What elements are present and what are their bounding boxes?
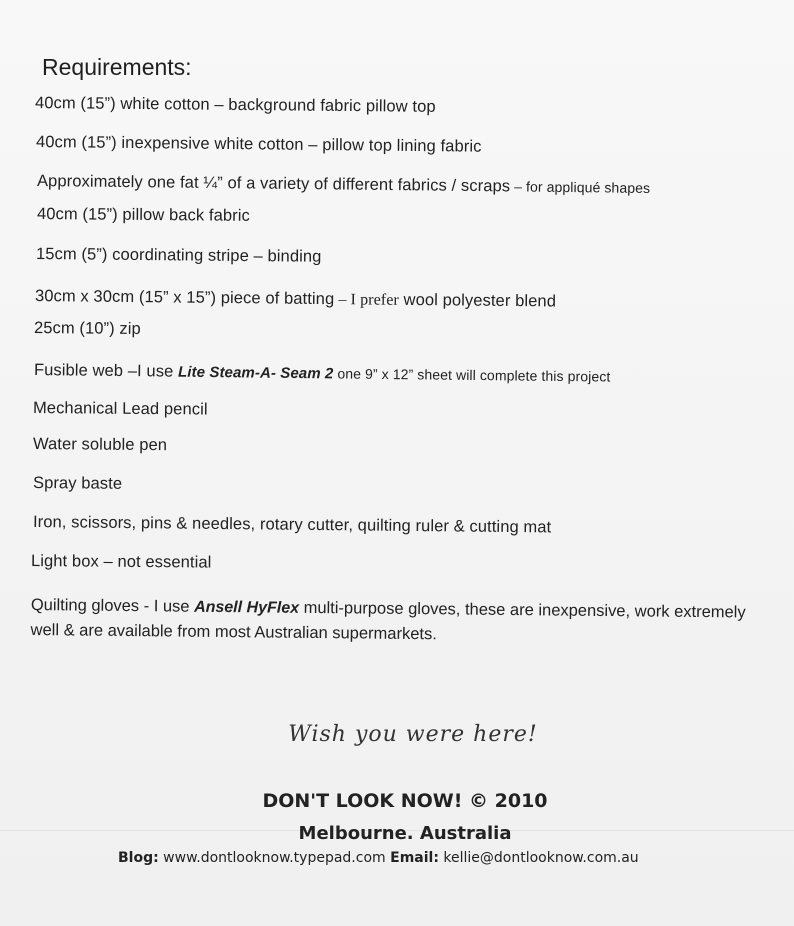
copyright-brand: DON'T LOOK NOW! © 2010	[262, 790, 548, 812]
wish-you-were-here-tagline: Wish you were here!	[288, 722, 538, 747]
blog-label: Blog:	[118, 850, 159, 866]
requirements-heading: Requirements:	[42, 54, 192, 80]
requirement-item: Light box – not essential	[30, 552, 212, 572]
requirement-item: 25cm (10”) zip	[33, 319, 141, 338]
requirement-item: 40cm (15”) white cotton – background fabric pillow top	[34, 94, 436, 116]
requirement-item: 40cm (15”) pillow back fabric	[36, 205, 250, 225]
requirement-item: Mechanical Lead pencil	[32, 399, 208, 419]
blog-url: www.dontlooknow.typepad.com	[163, 850, 386, 866]
quilting-gloves-note: Quilting gloves - I use Ansell HyFlex multi-purpose gloves, these are inexpensive, work extremely well & are available from most Australian supermarkets.	[30, 595, 746, 644]
gloves-brand: Ansell HyFlex	[194, 598, 300, 617]
email-label: Email:	[390, 850, 439, 866]
location-text: Melbourne. Australia	[298, 823, 512, 844]
requirement-item: 15cm (5”) coordinating stripe – binding	[35, 245, 322, 266]
contact-line	[118, 850, 718, 866]
requirement-item: Spray baste	[32, 474, 123, 493]
requirement-item: Approximately one fat ¼” of a variety of different fabrics / scraps – for appliqué shapes	[36, 172, 651, 196]
requirement-item: Fusible web –I use Lite Steam-A- Seam 2 one 9” x 12” sheet will complete this project	[33, 361, 611, 385]
requirement-item: 30cm x 30cm (15” x 15”) piece of batting – I prefer wool polyester blend	[34, 287, 557, 311]
requirement-item: Water soluble pen	[32, 435, 168, 455]
requirement-item: Iron, scissors, pins & needles, rotary cutter, quilting ruler & cutting mat	[32, 513, 552, 537]
email-address: kellie@dontlooknow.com.au	[443, 850, 639, 866]
requirement-item: 40cm (15”) inexpensive white cotton – pillow top lining fabric	[35, 133, 482, 156]
